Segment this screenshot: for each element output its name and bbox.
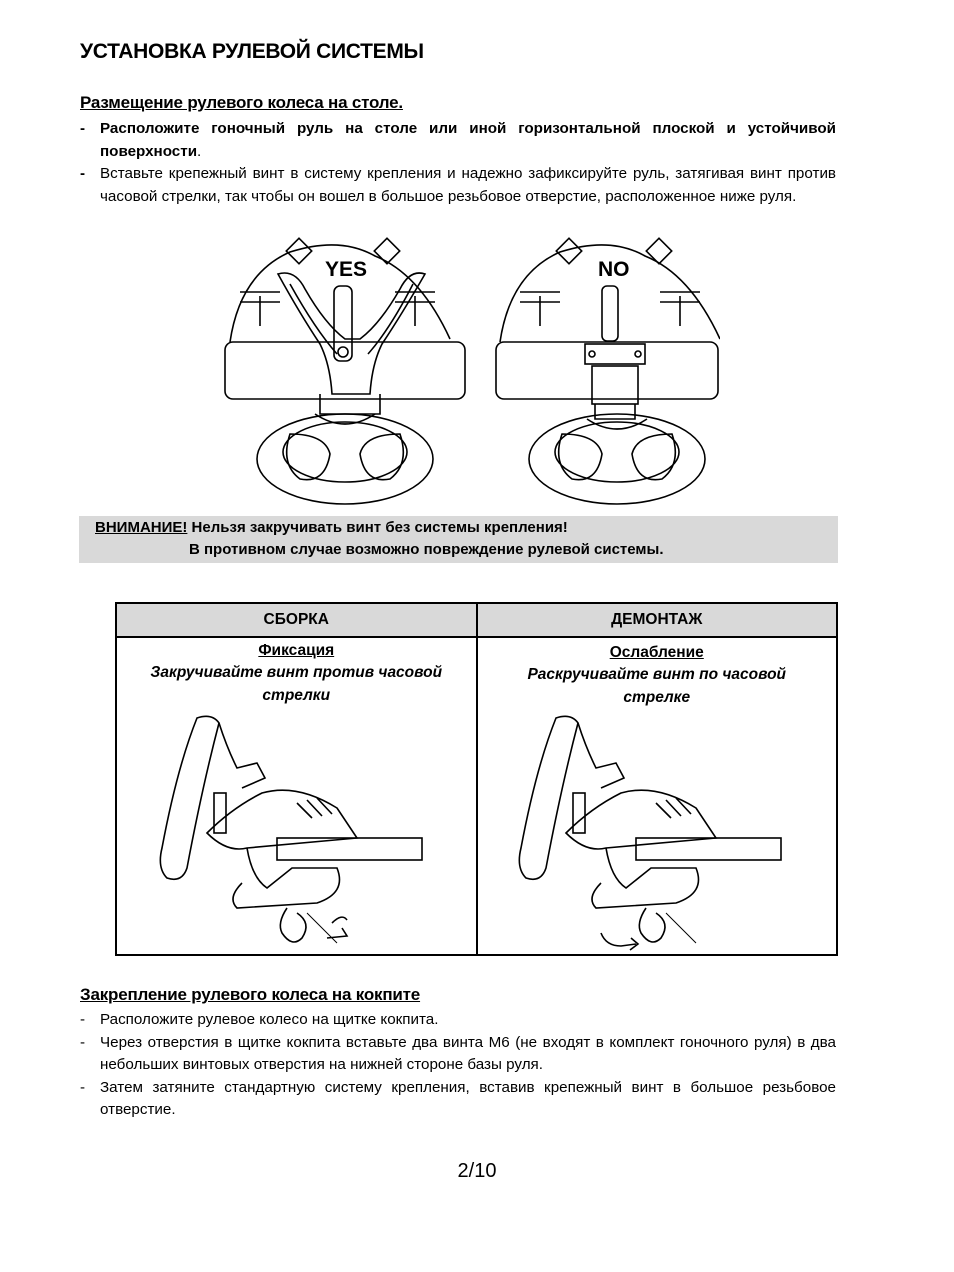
list-item-text: Расположите рулевое колесо на щитке кокпита.	[100, 1011, 439, 1028]
list-item-bold-text: Расположите гоночный руль на столе или иной горизонтальной плоской и устойчивой поверхности	[100, 120, 836, 160]
list-dash: -	[80, 120, 86, 137]
cell-heading: Ослабление	[609, 644, 704, 661]
warning-line-2: В противном случае возможно повреждение рулевой системы.	[189, 541, 664, 558]
warning-box	[79, 516, 838, 563]
mount-yes-no-illustration	[220, 234, 720, 512]
warning-line-1	[95, 519, 568, 536]
list-dash: -	[80, 1011, 86, 1028]
section-heading-table-mount: Размещение рулевого колеса на столе.	[80, 93, 403, 112]
list-item	[80, 1032, 836, 1077]
list-item-text: Вставьте крепежный винт в систему крепления и надежно зафиксируйте руль, затягивая винт против часовой стрелки, так чтобы он вошел в большое резьбовое отверстие, расположенное ниже руля.	[100, 165, 836, 205]
header-assembly: СБОРКА	[116, 603, 477, 637]
list-item-text: Через отверстия в щитке кокпита вставьте два винта M6 (не входят в комплект гоночного руля) в два небольших винтовых отверстия на нижней стороне базы руля.	[100, 1033, 836, 1073]
cell-fixation	[116, 637, 477, 955]
table-mount-instructions	[80, 118, 836, 208]
list-dash: -	[80, 165, 86, 182]
table-row	[116, 637, 837, 955]
section-heading-cockpit-mount: Закрепление рулевого колеса на кокпите	[80, 985, 421, 1004]
assembly-table	[115, 602, 838, 956]
tighten-screw-illustration	[147, 708, 447, 958]
cell-instruction: Раскручивайте винт по часовой стрелке	[527, 666, 787, 706]
table-header-row	[116, 603, 837, 637]
warning-label: ВНИМАНИЕ!	[95, 519, 188, 536]
list-item-text: .	[197, 142, 202, 160]
page-title: УСТАНОВКА РУЛЕВОЙ СИСТЕМЫ	[80, 40, 424, 63]
list-item-text: Затем затяните стандартную систему крепления, вставив крепежный винт в большое резьбовое отверстие.	[100, 1078, 836, 1118]
loosen-screw-illustration	[506, 708, 806, 958]
page-number: 2/10	[457, 1160, 497, 1182]
list-item	[80, 163, 836, 208]
warning-text-1: Нельзя закручивать винт без системы крепления!	[187, 519, 568, 536]
list-item	[80, 1009, 836, 1032]
header-disassembly: ДЕМОНТАЖ	[477, 603, 838, 637]
list-item	[80, 1077, 836, 1122]
list-dash: -	[80, 1078, 86, 1096]
cell-instruction: Закручивайте винт против часовой стрелки	[150, 664, 443, 704]
list-dash: -	[80, 1033, 86, 1051]
cell-loosening	[477, 637, 838, 955]
cockpit-mount-instructions	[80, 1009, 836, 1122]
list-item	[80, 118, 836, 163]
no-label: NO	[598, 258, 630, 281]
yes-label: YES	[325, 258, 368, 281]
cell-heading: Фиксация	[258, 642, 335, 659]
